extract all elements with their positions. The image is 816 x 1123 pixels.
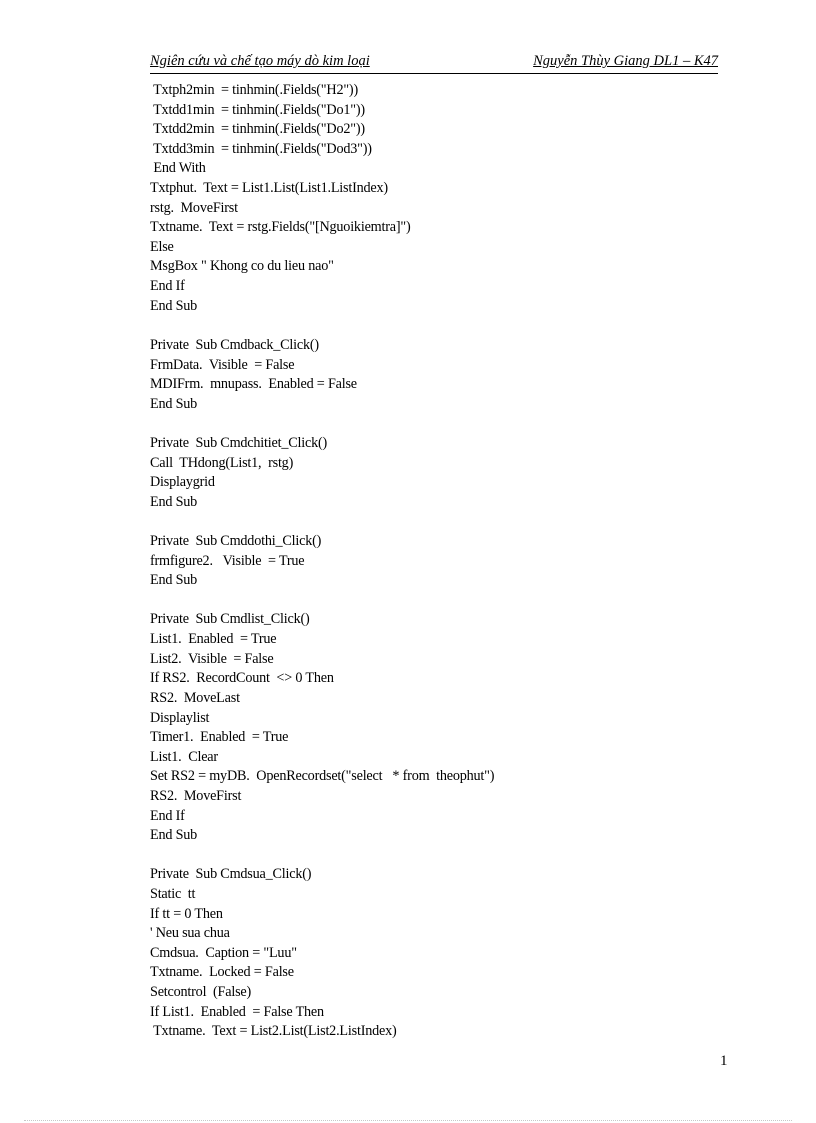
code-line: Displaylist: [150, 709, 210, 726]
code-line: [150, 512, 750, 532]
page-number: 1: [720, 1053, 728, 1069]
code-line: End Sub: [150, 572, 198, 589]
code-line: End Sub: [150, 827, 198, 844]
header-author: Nguyễn Thùy Giang DL1 – K47: [533, 53, 718, 69]
code-line: RS2. MoveLast: [150, 689, 240, 706]
code-line: Private Sub Cmddothi_Click(): [150, 533, 322, 550]
code-line: Txtdd1min = tinhmin(.Fields("Do1")): [150, 101, 365, 118]
code-line: MDIFrm. mnupass. Enabled = False: [150, 376, 357, 393]
code-line: frmfigure2. Visible = True: [150, 552, 305, 569]
code-line: Private Sub Cmdchitiet_Click(): [150, 434, 328, 451]
code-line: Call THdong(List1, rstg): [150, 454, 294, 471]
code-line: List1. Clear: [150, 748, 218, 765]
code-line: Txtdd2min = tinhmin(.Fields("Do2")): [150, 121, 365, 138]
code-line: Set RS2 = myDB. OpenRecordset("select * from theophut"): [150, 768, 495, 785]
code-line: [150, 846, 750, 866]
code-line: MsgBox " Khong co du lieu nao": [150, 258, 334, 275]
code-line: Setcontrol (False): [150, 984, 252, 1001]
code-line: FrmData. Visible = False: [150, 356, 295, 373]
code-listing: [150, 81, 750, 1042]
code-line: Txtname. Text = rstg.Fields("[Nguoikiemtra]"): [150, 219, 411, 236]
code-line: List2. Visible = False: [150, 650, 274, 667]
code-line: Txtphut. Text = List1.List(List1.ListIndex): [150, 180, 388, 197]
code-line: Txtdd3min = tinhmin(.Fields("Dod3")): [150, 140, 372, 157]
code-line: Cmdsua. Caption = "Luu": [150, 944, 297, 961]
code-line: [150, 414, 750, 434]
code-line: RS2. MoveFirst: [150, 787, 242, 804]
code-line: Private Sub Cmdlist_Click(): [150, 611, 310, 628]
code-line: End If: [150, 807, 185, 824]
code-line: Txtname. Text = List2.List(List2.ListIndex): [150, 1023, 397, 1040]
header-title: Ngiên cứu và chế tạo máy dò kim loại: [150, 53, 370, 69]
code-line: Timer1. Enabled = True: [150, 729, 289, 746]
code-line: Txtname. Locked = False: [150, 964, 294, 981]
code-line: End Sub: [150, 493, 198, 510]
code-line: [150, 591, 750, 611]
code-line: Private Sub Cmdsua_Click(): [150, 866, 312, 883]
code-line: End With: [150, 160, 206, 177]
code-line: [150, 316, 750, 336]
code-line: Txtph2min = tinhmin(.Fields("H2")): [150, 82, 358, 98]
code-line: If RS2. RecordCount <> 0 Then: [150, 670, 334, 687]
code-line: End If: [150, 278, 185, 295]
code-line: If List1. Enabled = False Then: [150, 1003, 324, 1020]
code-line: Else: [150, 238, 174, 255]
page-header: [150, 53, 718, 74]
code-line: End Sub: [150, 297, 198, 314]
code-line: End Sub: [150, 395, 198, 412]
code-line: Static tt: [150, 885, 196, 902]
code-line: rstg. MoveFirst: [150, 199, 238, 216]
code-line: Displaygrid: [150, 474, 215, 491]
code-line: If tt = 0 Then: [150, 905, 223, 922]
code-line: Private Sub Cmdback_Click(): [150, 336, 319, 353]
code-line: List1. Enabled = True: [150, 631, 277, 648]
code-line: ' Neu sua chua: [150, 925, 230, 942]
page-bottom-border: [24, 1120, 792, 1121]
